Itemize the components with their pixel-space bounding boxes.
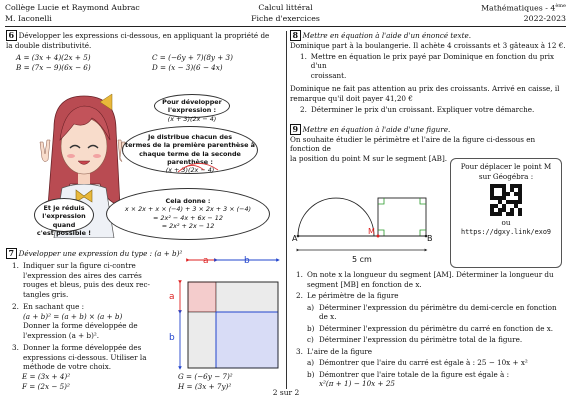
sheet-subtitle: Fiche d'exercices (251, 13, 320, 23)
ex8-q1: 1. Mettre en équation le prix payé par Dominique en fonction du prix d'un croissant. (300, 51, 555, 80)
page-footer: 2 sur 2 (272, 388, 300, 398)
exercise-6-intro: Développer les expressions ci-dessous, en appliquant la propriété de la double distributivité. (6, 31, 270, 50)
ex9-q3b: b) Démontrer que l'aire totale de la figure est égale à : x²(π + 1) − 10x + 25 (307, 369, 510, 388)
ex7-q2: 2. En sachant que : (a + b)² = (a + b) × (a + b) Donner la forme développée de l'expression (a + b)². (12, 302, 138, 340)
expr-G: G = (−6y − 7)² (178, 372, 233, 381)
ex9-q1: 1. On note x la longueur du segment [AM]. Déterminer la longueur du segment [MB] en fonction de x. (296, 270, 554, 289)
bubble-method: Je distribue chacun des termes de la première parenthèse à chaque terme de la seconde parenthèse : (x + 3)(2x − 4) (122, 126, 258, 174)
label-b-left: b (169, 333, 175, 343)
ex9-q2c: c) Déterminer l'expression du périmètre total de la figure. (307, 335, 523, 344)
expr-E: E = (3x + 4)² (22, 372, 71, 381)
expr-C: C = (−6y + 7)(8y + 3) (152, 52, 233, 62)
expr-D: D = (x − 3)(6 − 4x) (152, 62, 223, 72)
exercise-number: 9 (290, 124, 301, 135)
expr-H: H = (3x + 7y)² (178, 382, 232, 391)
ex9-intro: On souhaite étudier le périmètre et l'aire de la figure ci-dessous en fonction de la position du point M sur le segment [AB]. (290, 134, 536, 163)
exercise-7: 7 Développer une expression du type : (a + b)² 1. Indiquer sur la figure ci-contre l'expression des aires des carrés rouges et bleus, puis des deux rec- tangles gris. 2. En sachant que : (a + b)² = (a + b) × (a + b) Donner la forme développée de l'expression (a + b)². 3. Donner la forme développée des expressions ci-dessous. Utiliser la méthode de votre choix. (6, 248, 282, 372)
ex7-q1: 1. Indiquer sur la figure ci-contre l'expression des aires des carrés rouges et bleus, puis des deux rec- tangles gris. (12, 261, 150, 299)
exercise-7-title: Développer une expression du type : (18, 249, 155, 258)
distribution-arrows (156, 160, 236, 176)
geogebra-link[interactable]: https://dgxy.link/exo9 (460, 227, 552, 236)
expr-F: F = (2x − 5)² (22, 382, 70, 391)
ex9-questions (296, 270, 566, 389)
exercise-9-title: Mettre en équation à l'aide d'une figure. (302, 124, 451, 134)
ex9-q2a: a) Déterminer l'expression du périmètre du demi-cercle en fonction de x. (307, 302, 557, 321)
ex8-q2: 2. Déterminer le prix d'un croissant. Expliquer votre démarche. (300, 105, 535, 114)
qr-code[interactable] (490, 184, 522, 216)
exercise-8 (290, 30, 566, 115)
page-header (5, 3, 566, 27)
square-decomposition-figure (166, 254, 282, 372)
ex9-q2b: b) Déterminer l'expression du périmètre du carré en fonction de x. (307, 323, 554, 333)
exercise-number: 7 (6, 248, 17, 259)
column-divider (286, 31, 287, 389)
ex9-q2: 2. Le périmètre de la figure (296, 291, 399, 300)
geogebra-box: Pour déplacer le point M sur Géogébra : ou https://dgxy.link/exo9 (450, 158, 562, 268)
bubble-intro: Pour développer l'expression : (x + 3)(2x − 4) (154, 94, 230, 118)
label-a-top: a (203, 256, 209, 266)
ex7-q3: 3. Donner la forme développée des expressions ci-dessous. Utiliser la méthode de votre choix. (12, 343, 147, 371)
point-A-label: A (292, 234, 298, 243)
exercise-6 (6, 30, 282, 75)
point-M-label: M (368, 227, 375, 236)
ex6-expressions (6, 53, 282, 75)
right-column (290, 30, 566, 388)
bubble-reduce: Et je réduis l'expression quand c'est possible ! (34, 198, 94, 232)
expr-A: A = (3x + 4)(2x + 5) (16, 52, 91, 62)
label-b-top: b (244, 256, 250, 266)
header-right (481, 3, 566, 25)
exercise-number: 6 (6, 30, 17, 41)
teacher-name: M. Iaconelli (5, 13, 52, 23)
exercise-number: 8 (290, 30, 301, 41)
semicircle-square-figure (290, 170, 440, 266)
length-label: 5 cm (352, 255, 372, 264)
school-year: 2022-2023 (523, 14, 566, 24)
level: Mathématiques - 4ème (481, 3, 566, 13)
school-name: Collège Lucie et Raymond Aubrac (5, 3, 140, 12)
sheet-title: Calcul littéral (258, 3, 313, 12)
ex9-q3a: a) Démontrer que l'aire du carré est égale à : 25 − 10x + x² (307, 358, 528, 367)
ex8-statement-2: Dominique ne fait pas attention au prix des croissants. Arrivé en caisse, il remarque qu'il doit payer 41,20 € (290, 84, 560, 103)
bubble-result: Cela donne : x × 2x + x × (−4) + 3 × 2x + 3 × (−4) = 2x² − 4x + 6x − 12 = 2x² + 2x − 12 (106, 188, 270, 240)
point-B-label: B (427, 234, 433, 243)
ex9-q3: 3. L'aire de la figure (296, 346, 373, 356)
expr-B: B = (7x − 9)(6x − 6) (16, 62, 91, 72)
exercise-8-title: Mettre en équation à l'aide d'un énoncé texte. (302, 31, 472, 40)
left-column (6, 30, 282, 391)
ex8-statement: Dominique part à la boulangerie. Il achète 4 croissants et 3 gâteaux à 12 €. (290, 41, 566, 50)
label-a-left: a (169, 292, 175, 302)
